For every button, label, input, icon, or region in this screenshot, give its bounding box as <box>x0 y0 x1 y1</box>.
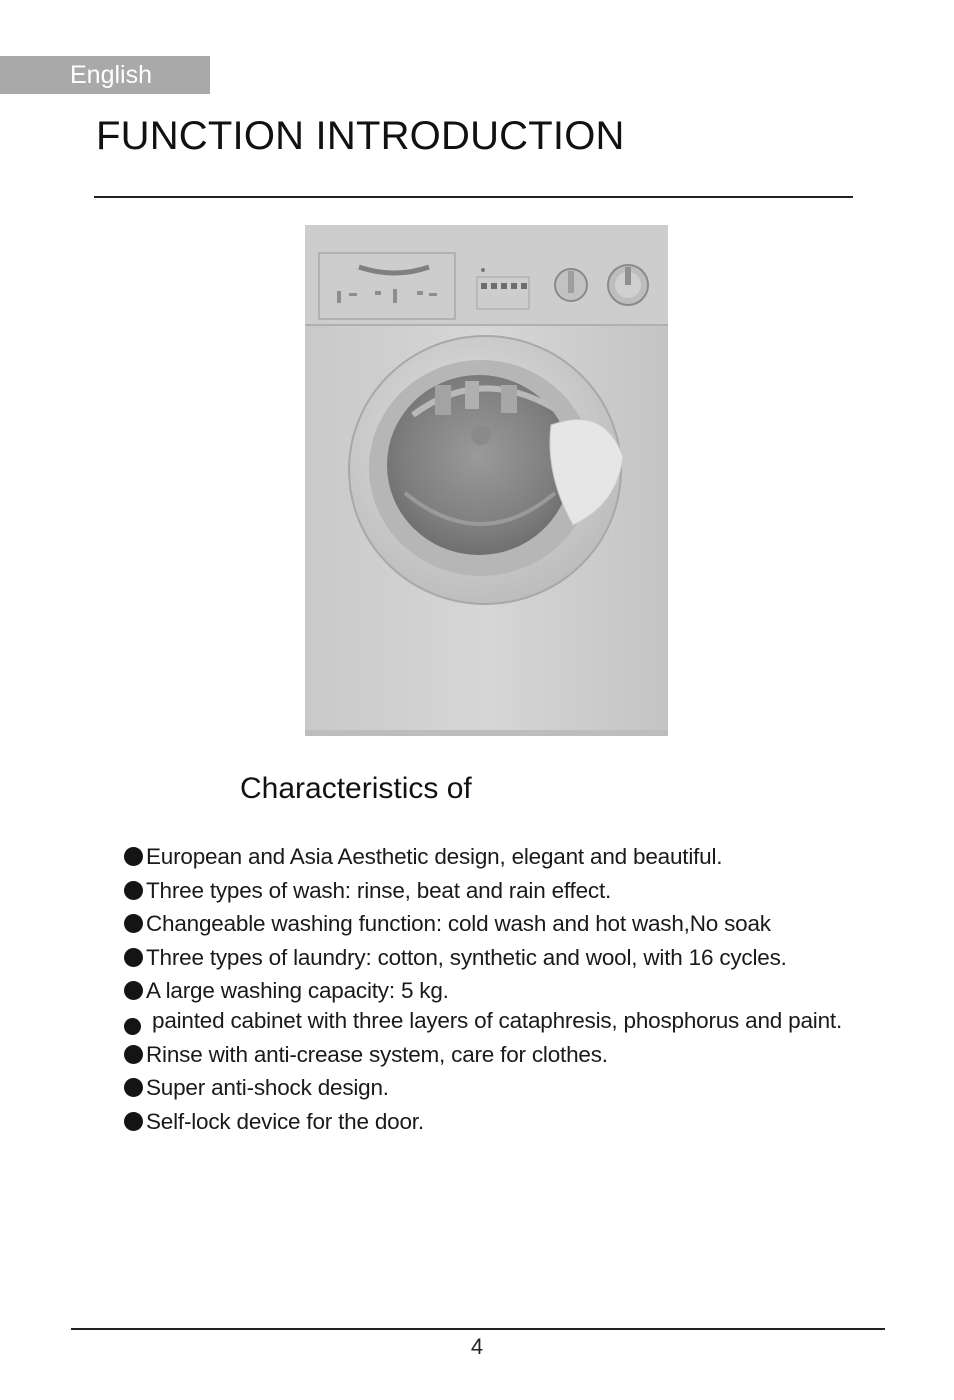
list-item: Three types of laundry: cotton, synthetic and wool, with 16 cycles. <box>124 941 884 975</box>
page-number: 4 <box>470 1334 484 1359</box>
bullet-icon <box>124 1018 141 1035</box>
bullet-icon <box>124 914 143 933</box>
list-item: European and Asia Aesthetic design, elegant and beautiful. <box>124 840 884 874</box>
section-heading: Characteristics of <box>240 772 472 805</box>
bullet-icon <box>124 1078 143 1097</box>
list-item: Super anti-shock design. <box>124 1071 884 1105</box>
list-item: Three types of wash: rinse, beat and rain effect. <box>124 874 884 908</box>
page-title: FUNCTION INTRODUCTION <box>96 114 625 158</box>
bullet-icon <box>124 881 143 900</box>
feature-list <box>124 840 884 1138</box>
language-tab: English <box>0 56 210 94</box>
bullet-icon <box>124 1045 143 1064</box>
list-item: Self-lock device for the door. <box>124 1105 884 1139</box>
list-item: painted cabinet with three layers of cataphresis, phosphorus and paint. <box>124 1005 862 1036</box>
title-divider <box>94 196 853 198</box>
list-item: Rinse with anti-crease system, care for clothes. <box>124 1038 884 1072</box>
bullet-icon <box>124 847 143 866</box>
list-item: A large washing capacity: 5 kg. <box>124 974 884 1008</box>
bullet-icon <box>124 981 143 1000</box>
list-item: Changeable washing function: cold wash and hot wash,No soak <box>124 907 884 941</box>
footer-divider <box>71 1328 885 1330</box>
bullet-icon <box>124 948 143 967</box>
bullet-icon <box>124 1112 143 1131</box>
washing-machine-photo <box>305 225 668 736</box>
